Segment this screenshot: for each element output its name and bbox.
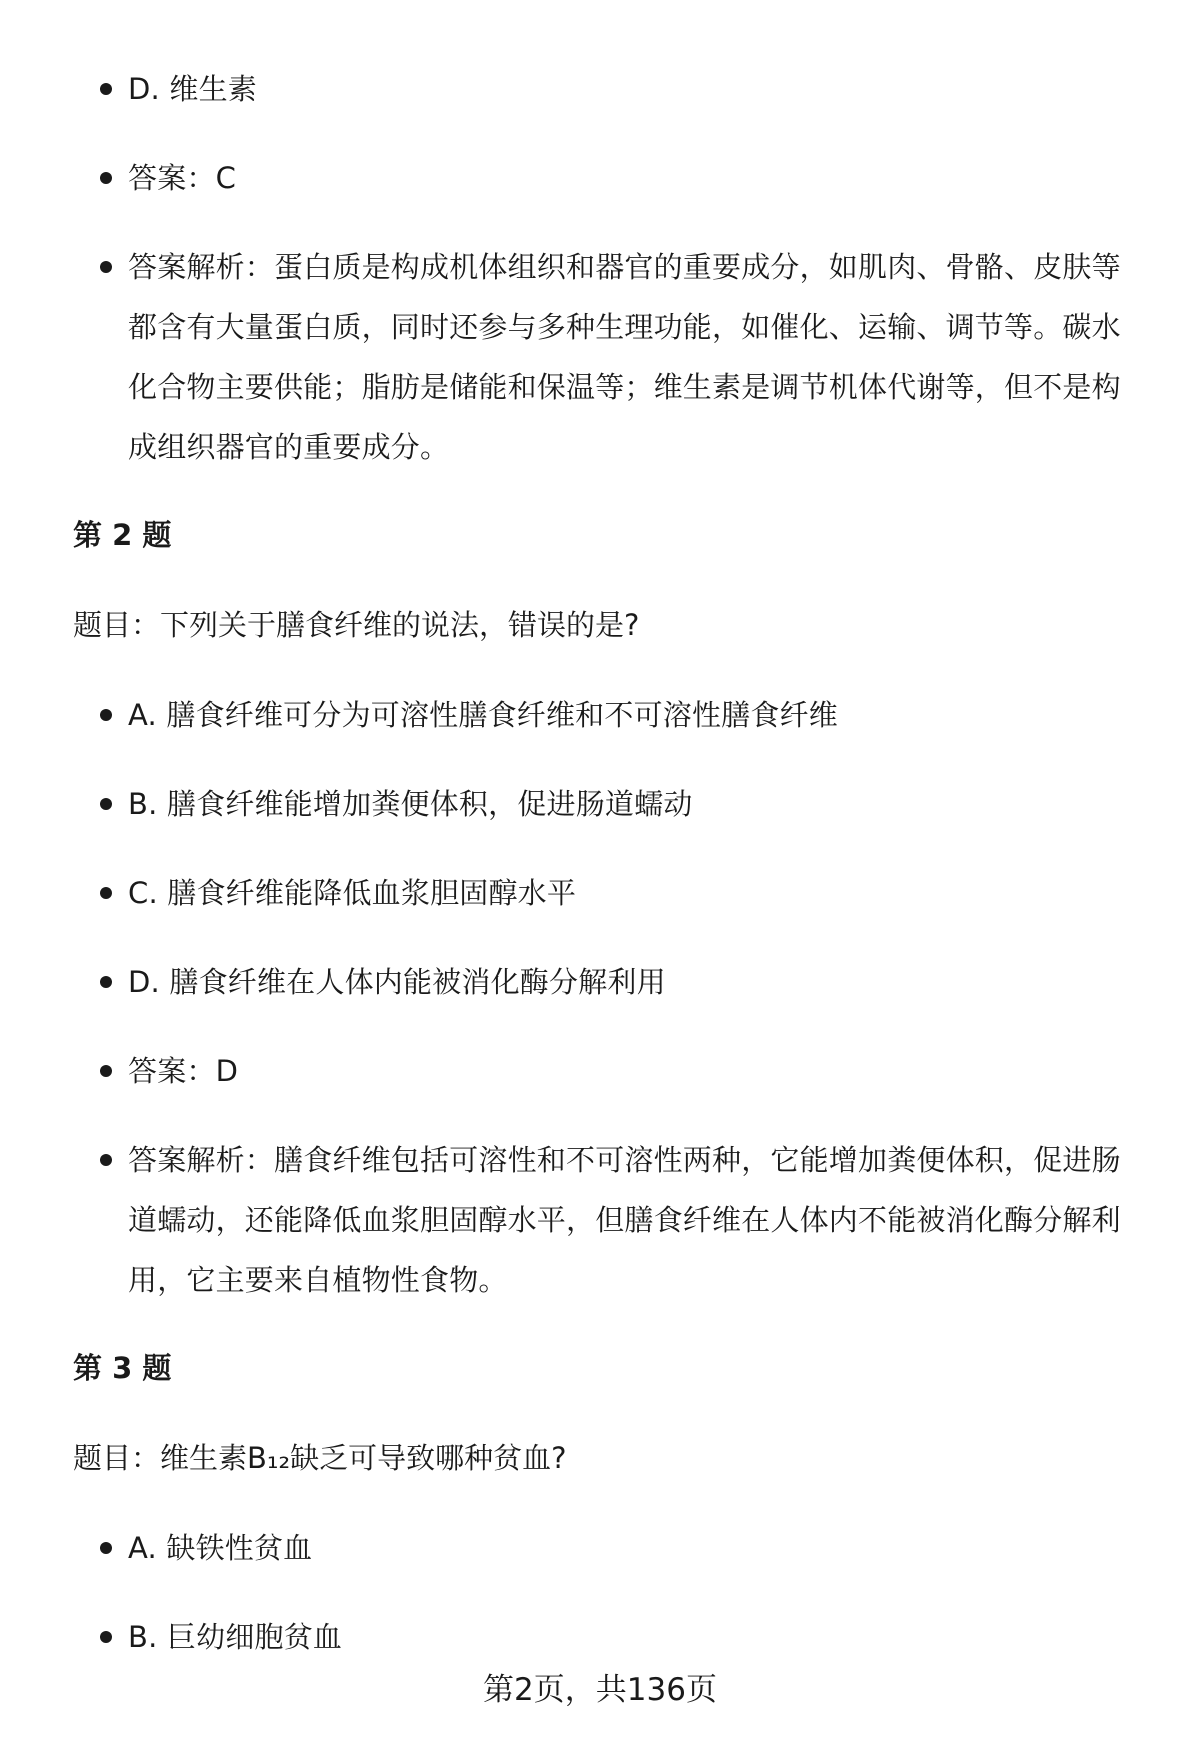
q2-answer: 答案：D <box>128 1054 239 1088</box>
q2-stem: 题目：下列关于膳食纤维的说法，错误的是? <box>73 608 640 642</box>
q2-option-d: D. 膳食纤维在人体内能被消化酶分解利用 <box>128 965 666 999</box>
list-bullet <box>100 172 112 184</box>
list-bullet <box>100 1154 112 1166</box>
q2-explanation: 答案解析：膳食纤维包括可溶性和不可溶性两种，它能增加粪便体积，促进肠道蠕动，还能降低血浆胆固醇水平，但膳食纤维在人体内不能被消化酶分解利用，它主要来自植物性食物。 <box>128 1143 1121 1297</box>
list-bullet <box>100 709 112 721</box>
list-bullet <box>100 261 112 273</box>
q1-answer: 答案：C <box>128 161 237 195</box>
list-bullet <box>100 1065 112 1077</box>
q3-option-b: B. 巨幼细胞贫血 <box>128 1620 343 1654</box>
list-bullet <box>100 798 112 810</box>
q2-heading: 第 2 题 <box>73 518 172 552</box>
page-number: 第2页，共136页 <box>483 1672 717 1708</box>
q1-explanation: 答案解析：蛋白质是构成机体组织和器官的重要成分，如肌肉、骨骼、皮肤等都含有大量蛋白质，同时还参与多种生理功能，如催化、运输、调节等。碳水化合物主要供能；脂肪是储能和保温等；维生素是调节机体代谢等，但不是构成组织器官的重要成分。 <box>128 250 1121 464</box>
list-bullet <box>100 887 112 899</box>
q2-option-b: B. 膳食纤维能增加粪便体积，促进肠道蠕动 <box>128 787 693 821</box>
q3-stem: 题目：维生素B₁₂缺乏可导致哪种贫血? <box>73 1441 567 1475</box>
list-bullet <box>100 83 112 95</box>
q1-option-d: D. 维生素 <box>128 72 257 106</box>
q3-option-a: A. 缺铁性贫血 <box>128 1531 313 1565</box>
list-bullet <box>100 1542 112 1554</box>
list-bullet <box>100 1631 112 1643</box>
q2-option-a: A. 膳食纤维可分为可溶性膳食纤维和不可溶性膳食纤维 <box>128 698 838 732</box>
q2-option-c: C. 膳食纤维能降低血浆胆固醇水平 <box>128 876 577 910</box>
q3-heading: 第 3 题 <box>73 1351 172 1385</box>
list-bullet <box>100 976 112 988</box>
